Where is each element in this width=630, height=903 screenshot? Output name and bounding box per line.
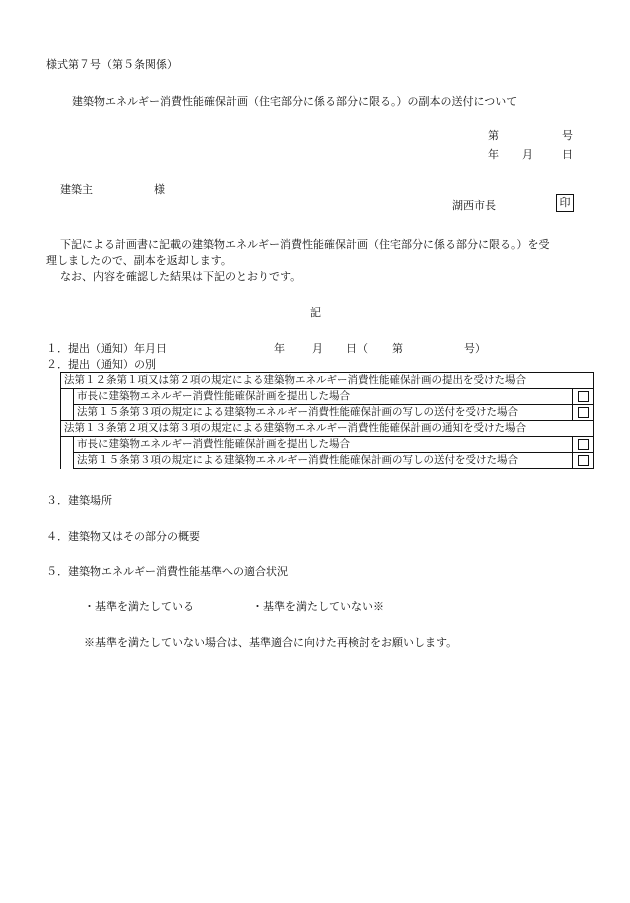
group-1-option-1-checkbox[interactable]	[573, 389, 594, 405]
seal-mark: 印	[556, 194, 574, 212]
table-row	[61, 405, 594, 421]
group-2-option-2-label: 法第１５条第３項の規定による建築物エネルギー消費性能確保計画の写しの送付を受けた場合	[74, 453, 573, 469]
date-month: 月	[522, 148, 533, 161]
group-1-option-2-checkbox[interactable]	[573, 405, 594, 421]
group-2-header: 法第１３条第２項又は第３項の規定による建築物エネルギー消費性能確保計画の通知を受けた場合	[61, 421, 594, 437]
option-not-meets-standard: ・基準を満たしていない※	[252, 600, 384, 613]
item-5-label: ５．建築物エネルギー消費性能基準への適合状況	[46, 565, 288, 578]
item-1-day: 日（	[346, 342, 368, 355]
body-line-3: なお、内容を確認した結果は下記のとおりです。	[60, 270, 302, 283]
body-line-1: 下記による計画書に記載の建築物エネルギー消費性能確保計画（住宅部分に係る部分に限る。）を受	[60, 238, 550, 251]
item-1-label: １．提出（通知）年月日	[46, 342, 167, 355]
group-1-option-2-label: 法第１５条第３項の規定による建築物エネルギー消費性能確保計画の写しの送付を受けた場合	[74, 405, 573, 421]
option-meets-standard: ・基準を満たしている	[84, 600, 194, 613]
item-1-year: 年	[274, 342, 285, 355]
table-row	[61, 437, 594, 453]
sender-name: 湖西市長	[452, 199, 496, 212]
group-1-header: 法第１２条第１項又は第２項の規定による建築物エネルギー消費性能確保計画の提出を受けた場合	[61, 373, 594, 389]
checkbox-icon	[578, 439, 589, 450]
checkbox-icon	[578, 391, 589, 402]
checkbox-icon	[578, 407, 589, 418]
document-title: 建築物エネルギー消費性能確保計画（住宅部分に係る部分に限る。）の副本の送付について	[72, 95, 518, 108]
group-2-option-1-label: 市長に建築物エネルギー消費性能確保計画を提出した場合	[74, 437, 573, 453]
group-2-option-1-checkbox[interactable]	[573, 437, 594, 453]
doc-no-suffix: 号	[562, 129, 573, 142]
form-number: 様式第７号（第５条関係）	[46, 58, 178, 71]
table-row	[61, 373, 594, 389]
group-2-option-2-checkbox[interactable]	[573, 453, 594, 469]
item-3-label: ３．建築場所	[46, 494, 112, 507]
ki-heading: 記	[310, 306, 321, 319]
table-row	[61, 389, 594, 405]
table-row	[61, 453, 594, 469]
item-1-no-prefix: 第	[392, 342, 403, 355]
addressee-label: 建築主	[60, 183, 93, 196]
item-4-label: ４．建築物又はその部分の概要	[46, 530, 200, 543]
submission-type-table	[60, 372, 594, 469]
body-line-2: 理しましたので、副本を返却します。	[46, 254, 232, 267]
item-2-label: ２．提出（通知）の別	[46, 358, 156, 371]
addressee-honorific: 様	[154, 183, 165, 196]
date-year: 年	[488, 148, 499, 161]
checkbox-icon	[578, 455, 589, 466]
item-1-month: 月	[312, 342, 323, 355]
conformity-note: ※基準を満たしていない場合は、基準適合に向けた再検討をお願いします。	[84, 636, 458, 649]
date-day: 日	[562, 148, 573, 161]
group-1-option-1-label: 市長に建築物エネルギー消費性能確保計画を提出した場合	[74, 389, 573, 405]
table-row	[61, 421, 594, 437]
doc-no-prefix: 第	[488, 129, 499, 142]
item-1-no-suffix: 号）	[464, 342, 486, 355]
